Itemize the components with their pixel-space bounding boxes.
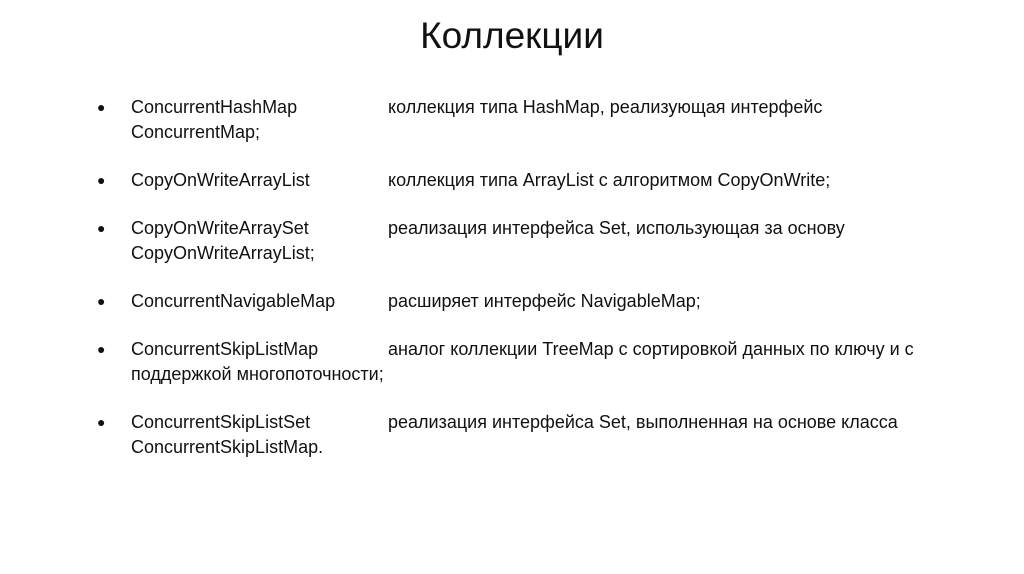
collection-name: ConcurrentSkipListSet (131, 412, 311, 432)
list-item (0, 95, 991, 145)
collection-description: коллекция типа HashMap, реализующая интерфейс (388, 97, 823, 117)
collection-description: реализация интерфейса Set, выполненная на основе класса (388, 412, 898, 432)
slide-title: Коллекции (420, 15, 604, 56)
bullet-icon: ● (97, 414, 106, 430)
collection-description-continued: поддержкой многопоточности; (131, 364, 384, 384)
collection-description: аналог коллекции TreeMap с сортировкой данных по ключу и с (388, 339, 914, 359)
bullet-icon: ● (97, 99, 106, 115)
list-item (0, 168, 991, 193)
collection-name: ConcurrentHashMap (131, 97, 298, 117)
collection-name: CopyOnWriteArraySet (131, 218, 309, 238)
collection-description: реализация интерфейса Set, использующая за основу (388, 218, 845, 238)
list-item (0, 216, 991, 266)
collection-description-continued: ConcurrentSkipListMap. (131, 437, 324, 457)
bullet-icon: ● (97, 341, 106, 357)
collection-description-continued: CopyOnWriteArrayList; (131, 243, 315, 263)
list-item (0, 337, 991, 387)
collection-description: коллекция типа ArrayList с алгоритмом CopyOnWrite; (388, 170, 831, 190)
collection-description-continued: ConcurrentMap; (131, 122, 261, 142)
collection-name: ConcurrentSkipListMap (131, 339, 319, 359)
bullet-icon: ● (97, 172, 106, 188)
list-item (0, 289, 991, 314)
collection-list (0, 95, 1024, 483)
collection-name: CopyOnWriteArrayList (131, 170, 310, 190)
collection-name: ConcurrentNavigableMap (131, 291, 336, 311)
bullet-icon: ● (97, 293, 106, 309)
list-item (0, 410, 991, 460)
bullet-icon: ● (97, 220, 106, 236)
collection-description: расширяет интерфейс NavigableMap; (388, 291, 701, 311)
